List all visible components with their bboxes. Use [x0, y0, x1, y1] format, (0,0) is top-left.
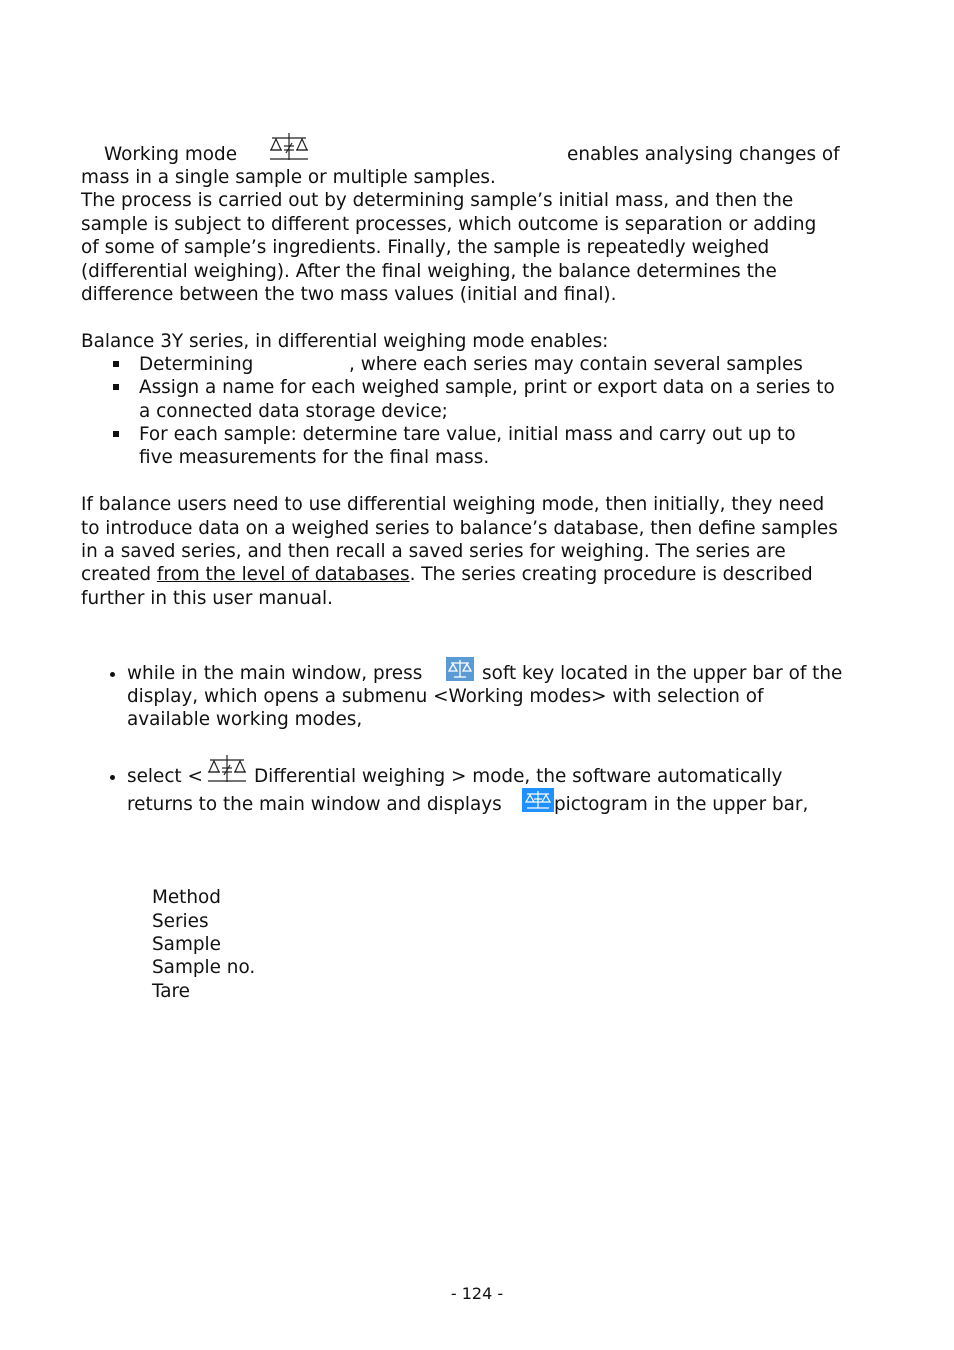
bullet-text: Determining: [139, 354, 254, 375]
intro-label: Working mode: [104, 144, 238, 165]
usage-line: If balance users need to use differential weighing mode, then initially, they need: [81, 494, 825, 515]
differential-pictogram-icon: [522, 788, 554, 812]
bullet-text: , where each series may contain several samples: [349, 354, 803, 375]
process-line: difference between the two mass values (initial and final).: [81, 284, 617, 305]
field-label: Method: [152, 887, 221, 908]
process-line: of some of sample’s ingredients. Finally, the sample is repeatedly weighed: [81, 237, 770, 258]
database-link[interactable]: from the level of databases: [156, 564, 410, 585]
usage-text: created: [81, 564, 157, 585]
bullet-text: For each sample: determine tare value, initial mass and carry out up to: [139, 424, 796, 445]
enables-heading: Balance 3Y series, in differential weighing mode enables:: [81, 331, 609, 352]
field-label: Tare: [152, 981, 190, 1002]
step-text: Differential weighing > mode, the software automatically: [254, 766, 783, 787]
usage-line: to introduce data on a weighed series to balance’s database, then define samples: [81, 518, 838, 539]
step-text: returns to the main window and displays: [127, 794, 502, 815]
scale-icon: [446, 657, 474, 681]
bullet-text: Assign a name for each weighed sample, print or export data on a series to: [139, 377, 835, 398]
process-line: The process is carried out by determining sample’s initial mass, and then the: [81, 190, 794, 211]
field-label: Sample no.: [152, 957, 256, 978]
step-text: display, which opens a submenu <Working modes> with selection of: [127, 686, 764, 707]
page-number: - 124 -: [450, 1284, 504, 1303]
step-text: available working modes,: [127, 709, 363, 730]
bullet-text: five measurements for the final mass.: [139, 447, 490, 468]
field-label: Sample: [152, 934, 221, 955]
intro-line2: mass in a single sample or multiple samples.: [81, 167, 496, 188]
step-text: pictogram in the upper bar,: [554, 794, 809, 815]
bullet-text: a connected data storage device;: [139, 401, 448, 422]
step-text: while in the main window, press: [127, 663, 423, 684]
field-label: Series: [152, 911, 209, 932]
dot-bullet-icon: [110, 672, 115, 677]
square-bullet-icon: [113, 384, 119, 390]
usage-line: [81, 563, 813, 586]
usage-text: . The series creating procedure is described: [409, 564, 813, 585]
process-line: (differential weighing). After the final weighing, the balance determines the: [81, 261, 777, 282]
intro-tail: enables analysing changes of: [567, 144, 840, 165]
differential-weighing-icon: [206, 754, 248, 784]
process-line: sample is subject to different processes, which outcome is separation or adding: [81, 214, 817, 235]
usage-line: further in this user manual.: [81, 588, 333, 609]
differential-weighing-icon: [268, 132, 310, 162]
dot-bullet-icon: [110, 775, 115, 780]
step-text: select <: [127, 766, 203, 787]
square-bullet-icon: [113, 361, 119, 367]
square-bullet-icon: [113, 431, 119, 437]
usage-line: in a saved series, and then recall a saved series for weighing. The series are: [81, 541, 786, 562]
step-text: soft key located in the upper bar of the: [482, 663, 843, 684]
